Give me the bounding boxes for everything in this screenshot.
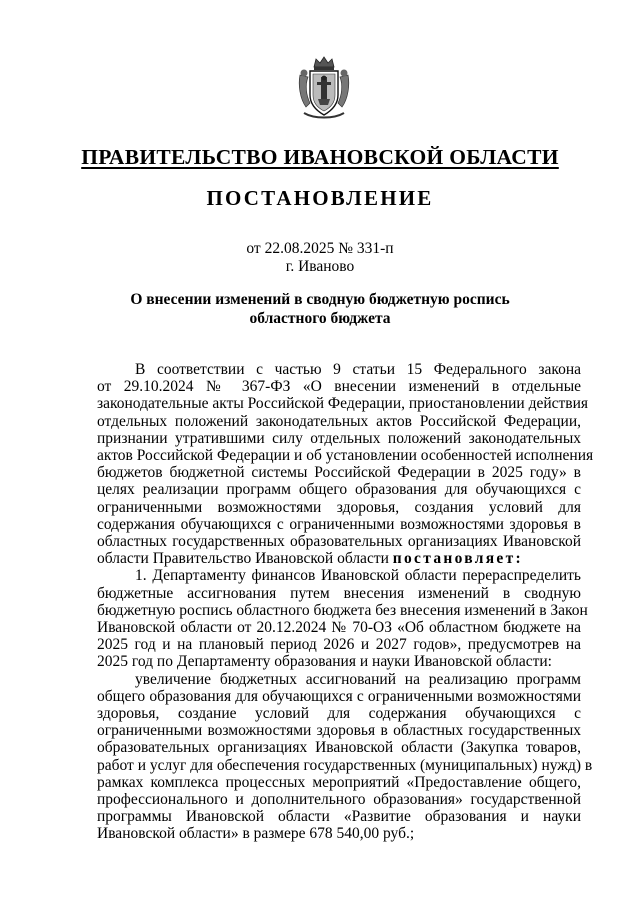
body-line: целях реализации программ общего образования для обучающихся с: [97, 481, 581, 499]
body-line: профессионального и дополнительного образования» государственной: [97, 791, 581, 809]
body-line: областных государственных образовательных организациях Ивановской: [97, 533, 581, 551]
body-line: образовательных организациях Ивановской области (Закупка товаров,: [97, 739, 581, 757]
subject-line: О внесении изменений в сводную бюджетную роспись: [130, 291, 510, 308]
body-line: здоровья, создание условий для содержания обучающихся с: [97, 705, 581, 723]
body-line: бюджетные ассигнования путем внесения изменений в сводную: [97, 584, 581, 602]
document-body: [97, 361, 594, 843]
body-line: от 29.10.2024 № 367-ФЗ «О внесении изменений в отдельные: [97, 378, 581, 396]
government-name: ПРАВИТЕЛЬСТВО ИВАНОВСКОЙ ОБЛАСТИ: [81, 145, 559, 169]
body-line: законодательные акты Российской Федерации, приостановлении действия: [97, 395, 589, 413]
coat-of-arms-icon: [296, 55, 352, 121]
body-line: ограниченными возможностями здоровья, создания условий для: [97, 498, 581, 516]
date-number: от 22.08.2025 № 331-п: [246, 240, 394, 257]
body-line: увеличение бюджетных ассигнований на реализацию программ: [135, 670, 581, 688]
subject-line: областного бюджета: [249, 310, 391, 327]
document-type: ПОСТАНОВЛЕНИЕ: [206, 186, 434, 210]
body-line: общего образования для обучающихся с ограниченными возможностями: [97, 687, 581, 705]
body-line: [97, 550, 581, 567]
body-line: отдельных положений законодательных актов Российской Федерации,: [97, 412, 581, 430]
body-text: области Правительство Ивановской области: [97, 550, 389, 568]
body-line: В соответствии с частью 9 статьи 15 Федерального закона: [135, 361, 581, 378]
body-line: 2025 год и на плановый период 2026 и 2027 годов», предусмотрев на: [97, 636, 581, 654]
body-line: содержания обучающихся с ограниченными возможностями здоровья в: [97, 515, 581, 533]
document-subject: [0, 290, 640, 328]
body-line: программы Ивановской области «Развитие образования и науки: [97, 808, 581, 826]
body-line: рамках комплекса процессных мероприятий «Предоставление общего,: [97, 773, 581, 791]
body-line: признании утратившими силу отдельных положений законодательных: [97, 429, 581, 447]
body-line: бюджетов бюджетной системы Российской Федерации в 2025 году» в: [97, 464, 581, 482]
document-meta: [0, 240, 640, 276]
resolution-keyword: постановляет: [392, 550, 516, 568]
resolution-colon: :: [515, 550, 523, 568]
body-line: работ и услуг для обеспечения государственных (муниципальных) нужд) в: [97, 756, 593, 774]
body-line: ограниченными возможностями здоровья в областных государственных: [97, 722, 581, 740]
body-line: Ивановской области» в размере 678 540,00 руб.;: [97, 825, 415, 843]
body-line: 2025 год по Департаменту образования и науки Ивановской области:: [97, 653, 552, 671]
body-line: актов Российской Федерации и об установлении особенностей исполнения: [97, 447, 594, 465]
body-line: 1. Департаменту финансов Ивановской области перераспределить: [135, 567, 581, 585]
city: г. Иваново: [285, 258, 355, 275]
body-line: Ивановской области от 20.12.2024 № 70-ОЗ «Об областном бюджете на: [97, 619, 581, 637]
body-line: бюджетную роспись областного бюджета без внесения изменений в Закон: [97, 601, 588, 619]
